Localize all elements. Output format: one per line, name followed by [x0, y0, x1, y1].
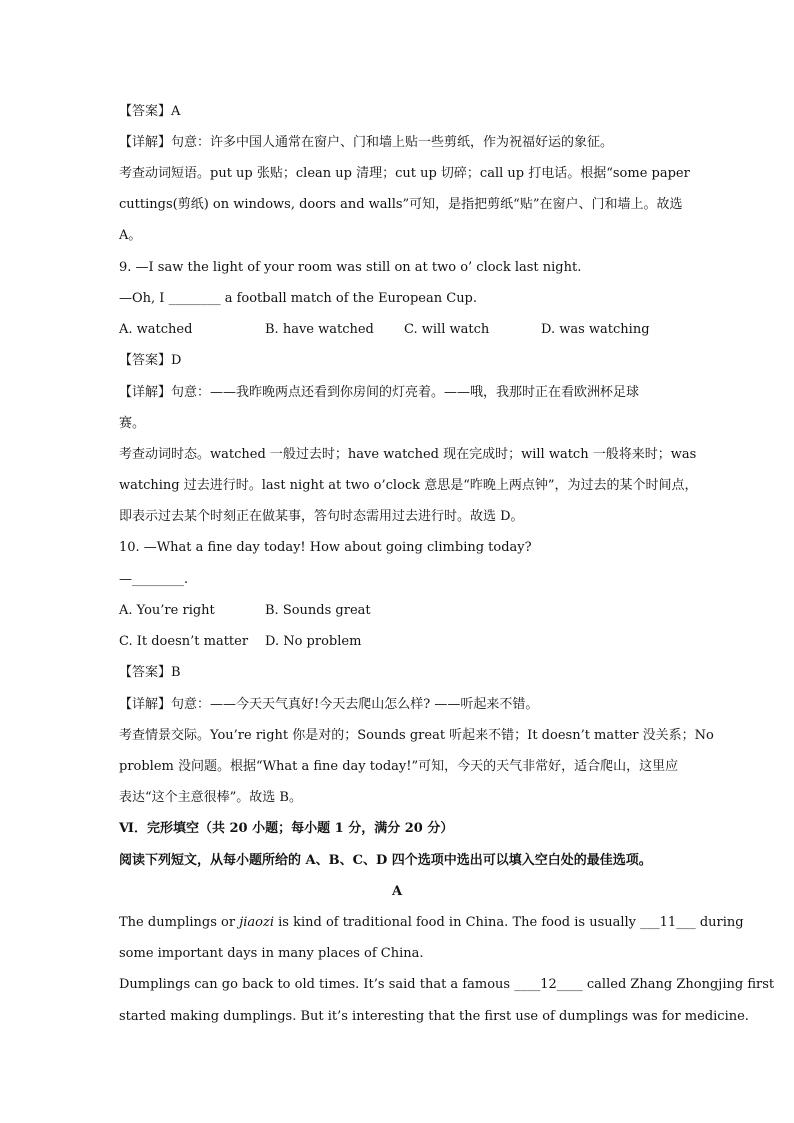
- q10-explanation-line3: 表达“这个主意很棒”。故选 B。: [119, 790, 302, 805]
- q9-answer: 【答案】D: [119, 353, 182, 368]
- q8-explanation-line1: 考查动词短语。put up 张贴；clean up 清理；cut up 切碎；call up 打电话。根据“some paper: [119, 166, 690, 181]
- q9-option-c: C. will watch: [404, 322, 490, 337]
- blank-12: ____12____: [514, 977, 583, 992]
- q8-explanation-line2: cuttings(剪纸) on windows, doors and walls”可知，是指把剪纸“贴”在窗户、门和墙上。故选: [119, 197, 683, 212]
- passage-italic-word: jiaozi: [239, 915, 274, 930]
- q10-option-b: B. Sounds great: [265, 603, 371, 618]
- q9-stem-line2: —Oh, I ________ a football match of the European Cup.: [119, 291, 478, 306]
- q10-stem-line1: 10. —What a fine day today! How about going climbing today?: [119, 540, 532, 555]
- blank-11: ___11___: [640, 915, 696, 930]
- q9-stem-line1: 9. —I saw the light of your room was still on at two o’ clock last night.: [119, 260, 582, 275]
- q9-explanation-line1: 考查动词时态。watched 一般过去时；have watched 现在完成时；will watch 一般将来时；was: [119, 447, 697, 462]
- q9-explanation-line3: 即表示过去某个时刻正在做某事，答句时态需用过去进行时。故选 D。: [119, 509, 524, 524]
- passage-text: The dumplings or: [119, 915, 240, 930]
- q10-option-a: A. You’re right: [119, 603, 215, 618]
- q10-explanation-line1: 考查情景交际。You’re right 你是对的；Sounds great 听起来不错；It doesn’t matter 没关系；No: [119, 728, 714, 743]
- q9-option-a: A. watched: [119, 322, 193, 337]
- q10-explanation-line2: problem 没问题。根据“What a fine day today!”可知，今天的天气非常好，适合爬山，这里应: [119, 759, 679, 774]
- passage-label: A: [391, 884, 403, 899]
- q8-answer: 【答案】A: [119, 104, 181, 119]
- q9-explanation-line2: watching 过去进行时。last night at two o’clock 意思是“昨晚上两点钟”，为过去的某个时间点，: [119, 478, 698, 493]
- q10-stem-line2: —________.: [119, 572, 189, 587]
- q9-option-b: B. have watched: [265, 322, 374, 337]
- q10-option-d: D. No problem: [265, 634, 362, 649]
- passage-text: during: [695, 915, 744, 930]
- q9-detail-line1: 【详解】句意：——我昨晚两点还看到你房间的灯亮着。——哦，我那时正在看欧洲杯足球: [119, 385, 640, 400]
- q9-detail-line2: 赛。: [119, 416, 146, 431]
- section-instruction: 阅读下列短文，从每小题所给的 A、B、C、D 四个选项中选出可以填入空白处的最佳选项。: [119, 853, 652, 868]
- q10-option-c: C. It doesn’t matter: [119, 634, 249, 649]
- passage-line1: [119, 914, 744, 932]
- q9-option-d: D. was watching: [541, 322, 650, 337]
- passage-text: is kind of traditional food in China. The food is usually: [273, 915, 641, 930]
- q8-explanation-line3: A。: [119, 228, 142, 243]
- passage-line2: some important days in many places of China.: [119, 946, 424, 961]
- q8-detail: 【详解】句意：许多中国人通常在窗户、门和墙上贴一些剪纸，作为祝福好运的象征。: [119, 135, 614, 150]
- passage-text: Dumplings can go back to old times. It’s said that a famous: [119, 977, 515, 992]
- q10-answer: 【答案】B: [119, 665, 181, 680]
- passage-line3: [119, 976, 775, 994]
- q10-detail: 【详解】句意：——今天天气真好!今天去爬山怎么样? ——听起来不错。: [119, 697, 539, 712]
- section-title: Ⅵ．完形填空（共 20 小题；每小题 1 分，满分 20 分）: [119, 821, 454, 836]
- passage-line4: started making dumplings. But it’s interesting that the first use of dumplings was for medicine.: [119, 1009, 749, 1024]
- passage-text: called Zhang Zhongjing first: [582, 977, 775, 992]
